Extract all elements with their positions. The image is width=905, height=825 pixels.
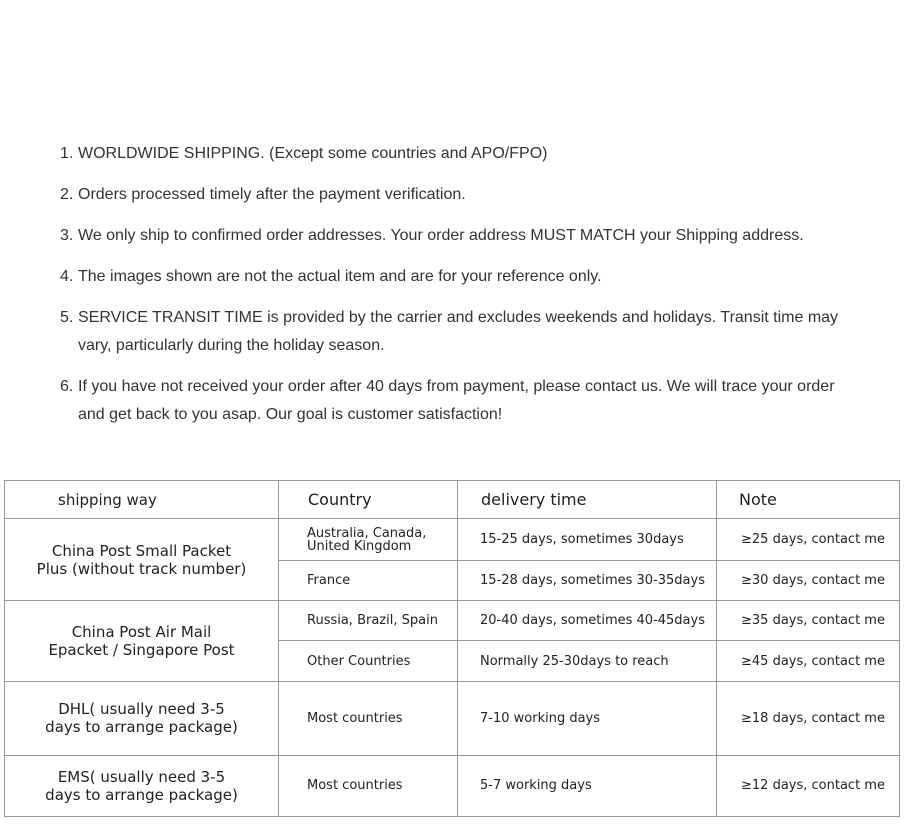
note-text: We only ship to confirmed order addresses. Your order address MUST MATCH your Shipping address. [78, 227, 804, 244]
method-line: DHL( usually need 3-5 [58, 700, 225, 719]
note-item [60, 373, 840, 429]
note-number: 6. [60, 378, 74, 395]
note-item [60, 304, 840, 360]
note-item [60, 181, 840, 209]
shipping-method-cell [5, 519, 279, 601]
method-line: days to arrange package) [45, 718, 238, 737]
table-row [5, 519, 900, 561]
note-text: WORLDWIDE SHIPPING. (Except some countries and APO/FPO) [78, 145, 548, 162]
delivery-time-cell: 15-25 days, sometimes 30days [458, 519, 717, 561]
table-row [5, 755, 900, 816]
method-line: days to arrange package) [45, 785, 238, 804]
note-item [60, 222, 840, 250]
shipping-notes-list [60, 140, 840, 442]
delivery-time-cell: 5-7 working days [458, 755, 717, 816]
note-cell: ≥45 days, contact me [717, 641, 900, 681]
note-item [60, 140, 840, 168]
shipping-method-cell [5, 755, 279, 816]
note-number: 1. [60, 145, 74, 162]
note-number: 5. [60, 309, 74, 326]
delivery-time-cell: Normally 25-30days to reach [458, 641, 717, 681]
method-line: China Post Air Mail [71, 622, 212, 641]
header-country: Country [279, 481, 458, 519]
shipping-method-cell [5, 601, 279, 681]
note-text: Orders processed timely after the payment verification. [78, 186, 466, 203]
shipping-table [4, 480, 900, 817]
shipping-method-cell [5, 681, 279, 755]
table-row [5, 681, 900, 755]
header-delivery-time: delivery time [458, 481, 717, 519]
note-item [60, 263, 840, 291]
note-cell: ≥12 days, contact me [717, 755, 900, 816]
country-cell: Australia, Canada, United Kingdom [279, 519, 458, 561]
header-shipping-way: shipping way [5, 481, 279, 519]
note-cell: ≥30 days, contact me [717, 561, 900, 601]
note-number: 2. [60, 186, 74, 203]
method-line: China Post Small Packet [51, 541, 232, 560]
note-number: 4. [60, 268, 74, 285]
delivery-time-cell: 20-40 days, sometimes 40-45days [458, 601, 717, 641]
method-line: Epacket / Singapore Post [48, 640, 235, 659]
country-cell: France [279, 561, 458, 601]
delivery-time-cell: 7-10 working days [458, 681, 717, 755]
table-header-row [5, 481, 900, 519]
country-cell: Other Countries [279, 641, 458, 681]
note-cell: ≥35 days, contact me [717, 601, 900, 641]
header-note: Note [717, 481, 900, 519]
note-text: The images shown are not the actual item and are for your reference only. [78, 268, 602, 285]
note-text: If you have not received your order after 40 days from payment, please contact us. We will trace your order and get back to you asap. Our goal is customer satisfaction! [78, 378, 835, 423]
note-number: 3. [60, 227, 74, 244]
note-cell: ≥18 days, contact me [717, 681, 900, 755]
note-cell: ≥25 days, contact me [717, 519, 900, 561]
table-row [5, 601, 900, 641]
delivery-time-cell: 15-28 days, sometimes 30-35days [458, 561, 717, 601]
country-cell: Most countries [279, 681, 458, 755]
method-line: Plus (without track number) [36, 559, 247, 578]
country-cell: Most countries [279, 755, 458, 816]
note-text: SERVICE TRANSIT TIME is provided by the carrier and excludes weekends and holidays. Transit time may vary, particularly during the holiday season. [78, 309, 839, 354]
method-line: EMS( usually need 3-5 [57, 767, 226, 786]
country-cell: Russia, Brazil, Spain [279, 601, 458, 641]
